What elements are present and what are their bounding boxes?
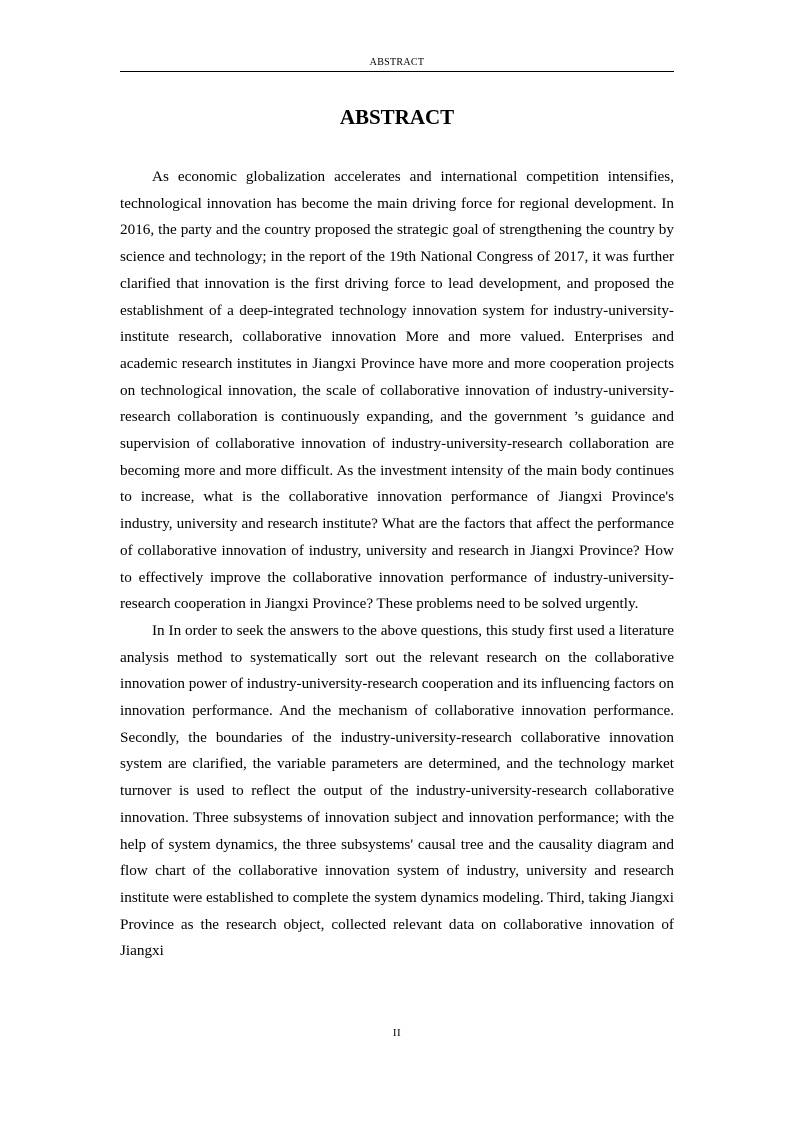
abstract-body xyxy=(120,164,674,965)
running-header: ABSTRACT xyxy=(369,57,425,68)
page-title: ABSTRACT xyxy=(339,105,455,129)
abstract-paragraph-1: As economic globalization accelerates and international competition intensifies, technological innovation has become the main driving force for regional development. In 2016, the party and the country proposed the strategic goal of strengthening the country by science and technology; in the report of the 19th National Congress of 2017, it was further clarified that innovation is the first driving force to lead development, and proposed the establishment of a deep-integrated technology innovation system for industry-university-institute research, collaborative innovation More and more valued. Enterprises and academic research institutes in Jiangxi Province have more and more cooperation projects on technological innovation, the scale of collaborative innovation of industry-university-research collaboration is continuously expanding, and the government ’s guidance and supervision of collaborative innovation of industry-university-research collaboration are becoming more and more difficult. As the investment intensity of the main body continues to increase, what is the collaborative innovation performance of Jiangxi Province's industry, university and research institute? What are the factors that affect the performance of collaborative innovation of industry, university and research in Jiangxi Province? How to effectively improve the collaborative innovation performance of industry-university-research cooperation in Jiangxi Province? These problems need to be solved urgently. xyxy=(120,168,674,613)
page-number: II xyxy=(392,1027,402,1039)
header-rule xyxy=(120,71,674,72)
abstract-paragraph-2: In In order to seek the answers to the above questions, this study first used a literature analysis method to systematically sort out the relevant research on the collaborative innovation power of industry-university-research cooperation and its influencing factors on innovation performance. And the mechanism of collaborative innovation performance. Secondly, the boundaries of the industry-university-research collaborative innovation system are clarified, the variable parameters are determined, and the technology market turnover is used to reflect the output of the industry-university-research collaborative innovation. Three subsystems of innovation subject and innovation performance; with the help of system dynamics, the three subsystems' causal tree and the causality diagram and flow chart of the collaborative innovation system of industry, university and research institute were established to complete the system dynamics modeling. Third, taking Jiangxi Province as the research object, collected relevant data on collaborative innovation of Jiangxi xyxy=(120,621,674,960)
